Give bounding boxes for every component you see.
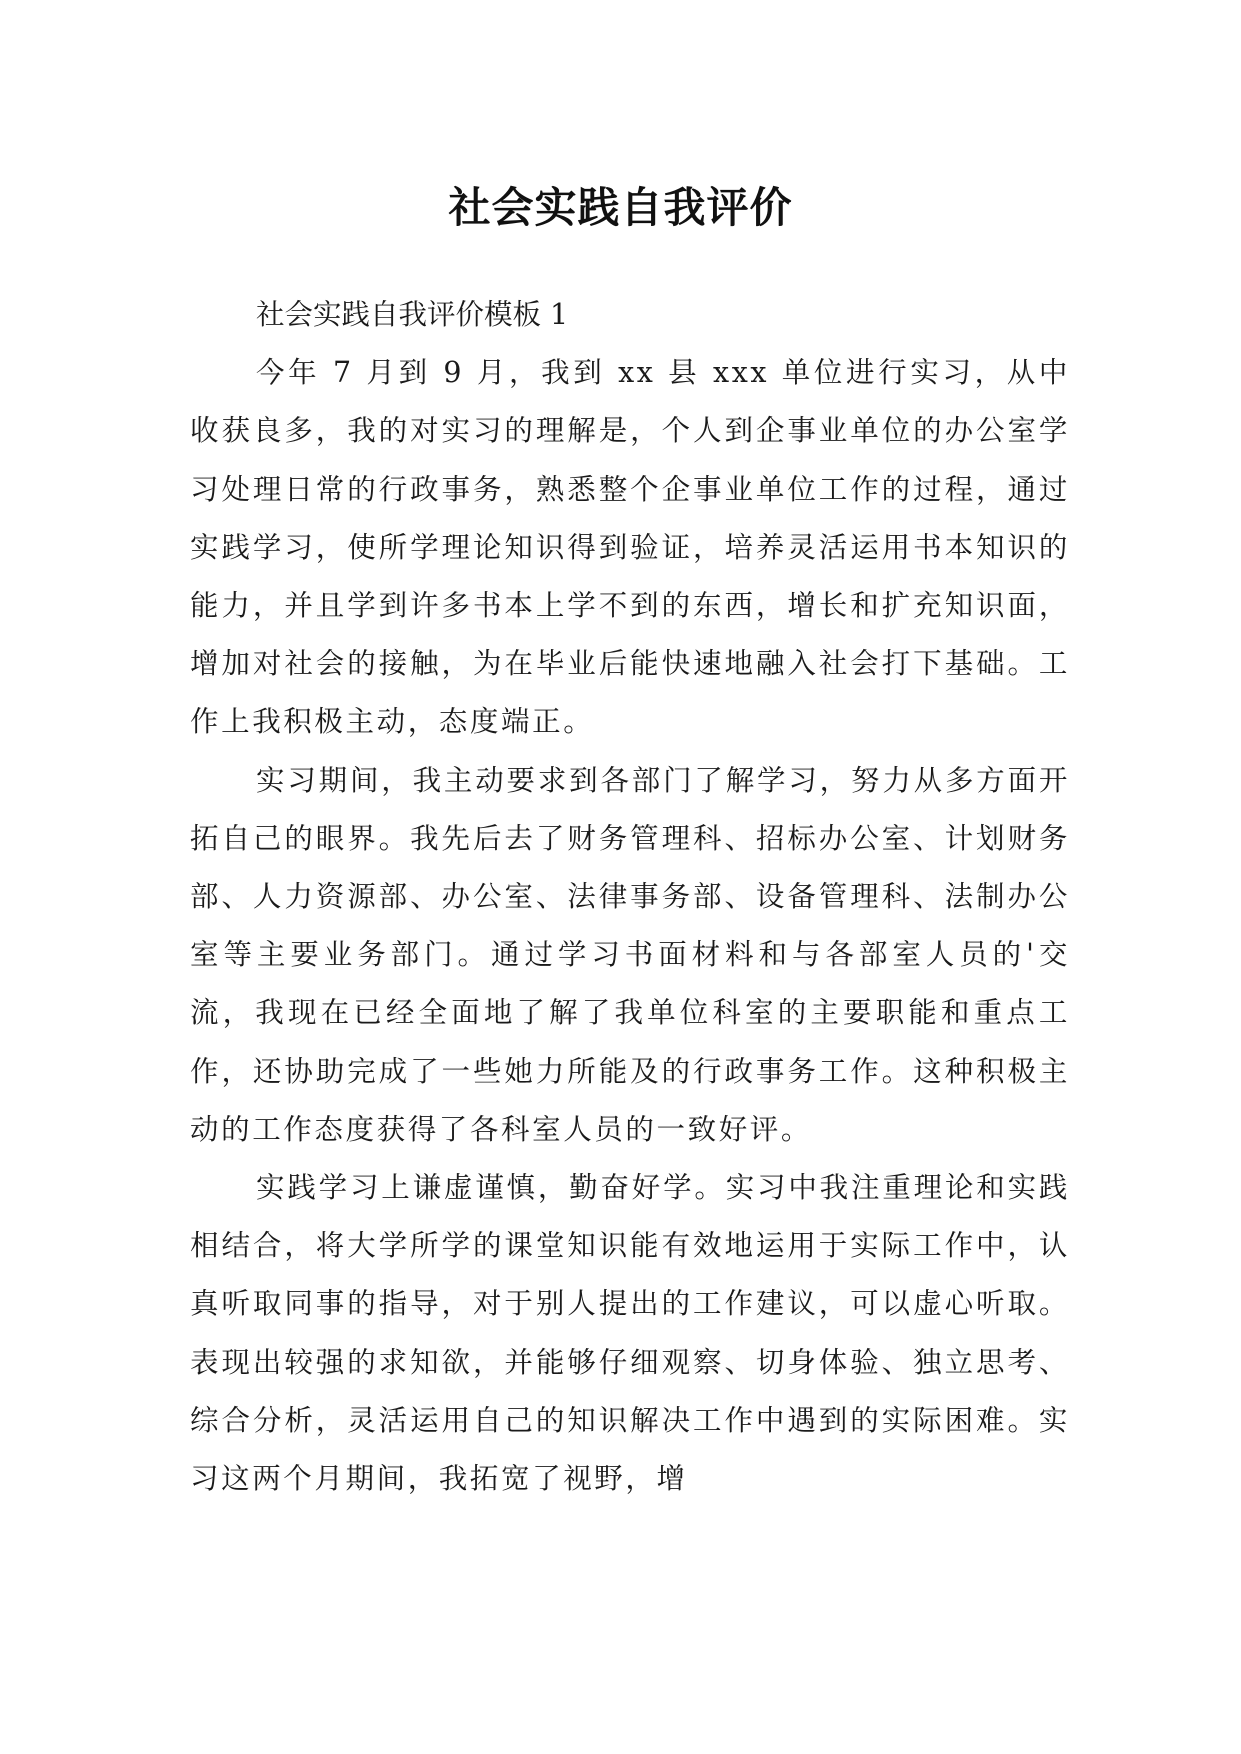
paragraph-department-rotation: 实习期间，我主动要求到各部门了解学习，努力从多方面开拓自己的眼界。我先后去了财务管理科、招标办公室、计划财务部、人力资源部、办公室、法律事务部、设备管理科、法制办公室等主要业务部门。通过学习书面材料和与各部室人员的'交流，我现在已经全面地了解了我单位科室的主要职能和重点工作，还协助完成了一些她力所能及的行政事务工作。这种积极主动的工作态度获得了各科室人员的一致好评。	[190, 763, 1070, 1146]
document-title: 社会实践自我评价	[448, 183, 793, 233]
template-subheading: 社会实践自我评价模板 1	[256, 298, 569, 331]
paragraph-study-attitude: 实践学习上谦虚谨慎，勤奋好学。实习中我注重理论和实践相结合，将大学所学的课堂知识能有效地运用于实际工作中，认真听取同事的指导，对于别人提出的工作建议，可以虚心听取。表现出较强的求知欲，并能够仔细观察、切身体验、独立思考、综合分析，灵活运用自己的知识解决工作中遇到的实际困难。实习这两个月期间，我拓宽了视野，增	[190, 1171, 1070, 1496]
document-body	[190, 286, 1070, 1508]
paragraph-internship-summary: 今年 7 月到 9 月，我到 xx 县 xxx 单位进行实习，从中收获良多，我的对实习的理解是，个人到企事业单位的办公室学习处理日常的行政事务，熟悉整个企事业单位工作的过程，通过实践学习，使所学理论知识得到验证，培养灵活运用书本知识的能力，并且学到许多书本上学不到的东西，增长和扩充知识面，增加对社会的接触，为在毕业后能快速地融入社会打下基础。工作上我积极主动，态度端正。	[190, 356, 1070, 739]
